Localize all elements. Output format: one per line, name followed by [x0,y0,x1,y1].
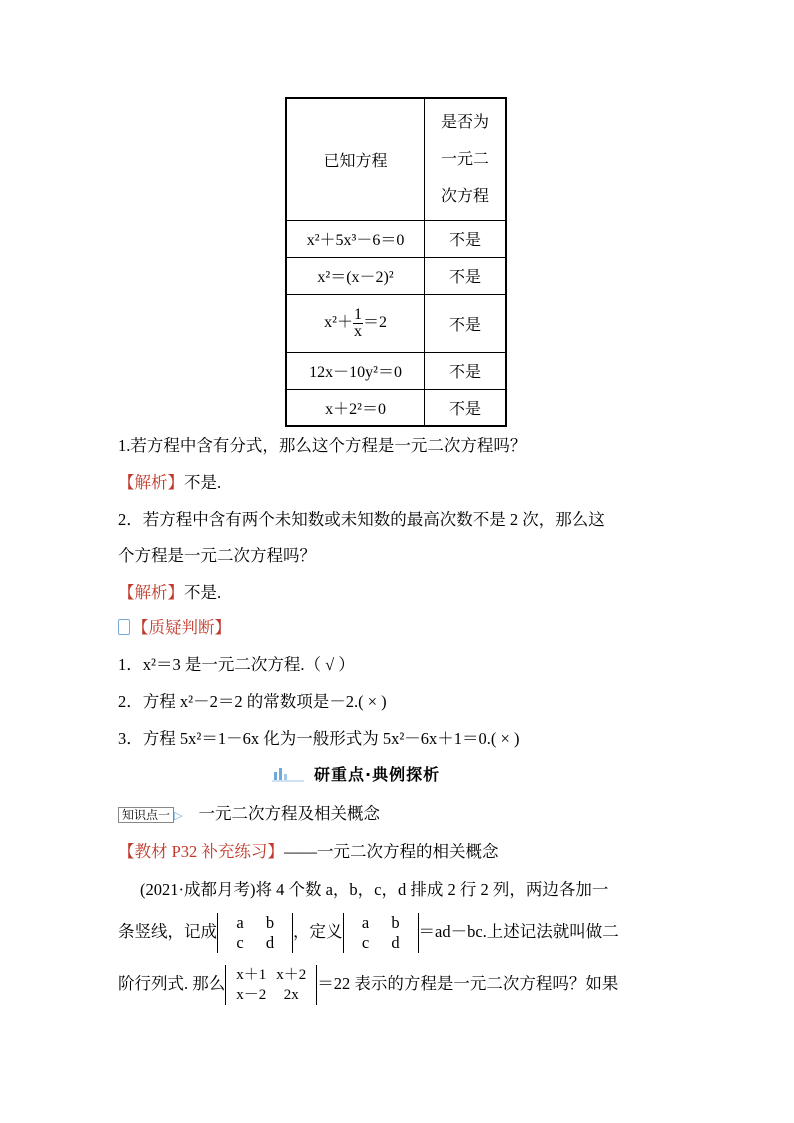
table-header-is-quadratic: 是否为 一元二 次方程 [425,98,506,220]
determinant: a b c d [343,913,419,953]
question-1: 1.若方程中含有分式，那么这个方程是一元二次方程吗？ [118,436,527,455]
arrow-icon: ▷ [174,810,183,822]
fraction: $\frac{1}{x}$ [353,305,362,340]
judge-item: 2．方程 x²－2＝2 的常数项是－2.( × ) [118,692,387,711]
determinant: a b c d [217,913,293,953]
judge-item: 3．方程 5x²＝1－6x 化为一般形式为 5x²－6x＋1＝0.( × ) [118,729,520,748]
question-2-line-1: 2．若方程中含有两个未知数或未知数的最高次数不是 2 次，那么这 [118,510,605,529]
analysis-tag: 【解析】 [118,473,184,492]
answer-1: 【解析】不是. [118,473,222,492]
table-header-equation: 已知方程 [286,98,425,220]
judge-item: 1．x²＝3 是一元二次方程.（ √ ） [118,655,355,674]
table-row [286,389,506,426]
judge-heading: 【质疑判断】 [118,614,231,638]
table-row [286,257,506,294]
example-line-1: (2021·成都月考)将 4 个数 a，b，c，d 排成 2 行 2 列，两边各加一 [140,880,609,899]
table-cell-equation: x＋2²＝0 [286,389,425,426]
table-cell-equation: 12x－10y²＝0 [286,352,425,389]
table-row [286,352,506,389]
section-heading: 研重点·典例探析 [272,762,440,787]
answer-2: 【解析】不是. [118,583,222,602]
knowledge-point: 知识点一 ▷ 一元二次方程及相关概念 [118,800,380,824]
pencil-icon [118,619,130,635]
equation-table [285,97,507,427]
determinant: x＋1 x＋2 x－2 2x [225,965,317,1005]
analysis-tag: 【解析】 [118,583,184,602]
table-cell-equation: x²＋5x³－6＝0 [286,220,425,257]
table-cell-equation: x²＋ $\frac{1}{x}$ ＝2 [286,294,425,352]
table-row [286,294,506,352]
question-2-line-2: 个方程是一元二次方程吗？ [118,546,316,565]
table-cell-answer: 不是 [425,257,506,294]
example-line-3: 阶行列式. 那么 x＋1 x＋2 x－2 2x＝22 表示的方程是一元二次方程吗？如果 [118,967,619,1003]
table-cell-answer: 不是 [425,294,506,352]
knowledge-tag: 知识点一 [118,807,174,823]
bar-chart-icon [272,766,304,787]
table-cell-answer: 不是 [425,389,506,426]
textbook-reference: 【教材 P32 补充练习】——一元二次方程的相关概念 [118,842,499,861]
table-cell-answer: 不是 [425,352,506,389]
table-cell-answer: 不是 [425,220,506,257]
table-cell-equation: x²＝(x－2)² [286,257,425,294]
example-line-2: 条竖线，记成 a b c d，定义 a b c d＝ad－bc.上述记法就叫做二 [118,913,619,952]
table-row [286,220,506,257]
